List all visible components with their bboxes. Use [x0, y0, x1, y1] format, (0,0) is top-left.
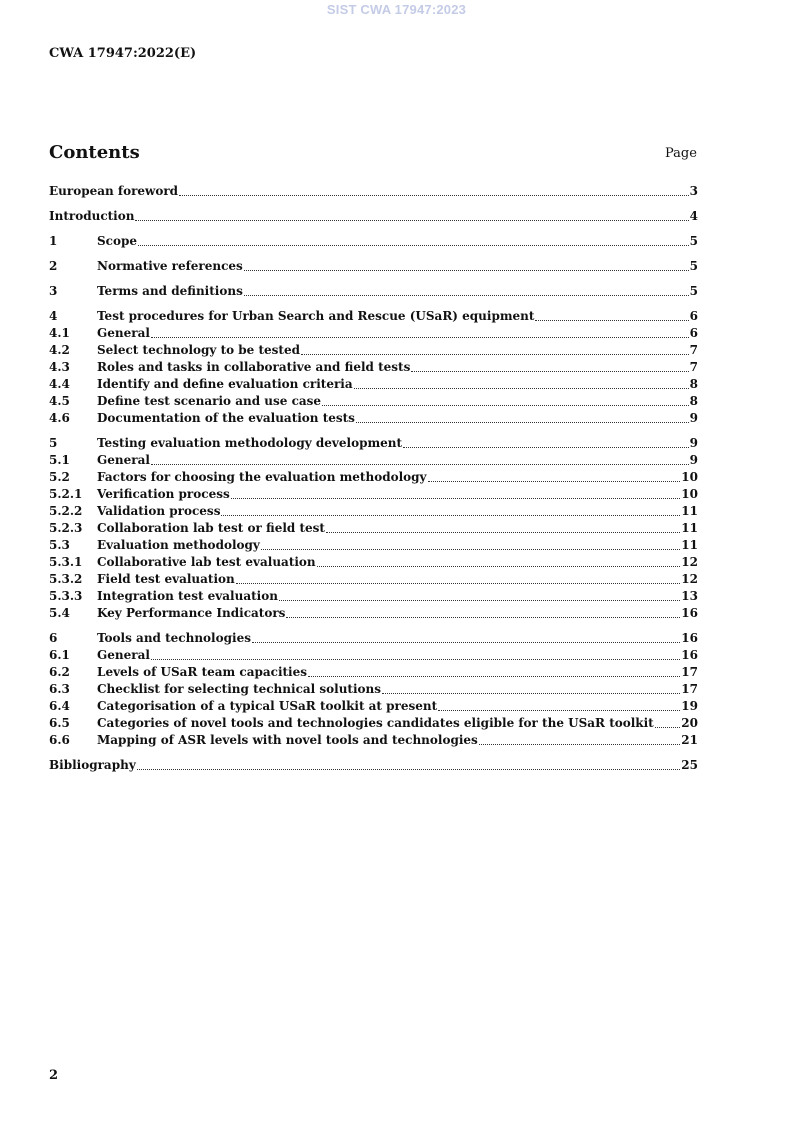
toc-entry-number: 6.4: [49, 699, 70, 713]
toc-entry-page: 6: [689, 326, 698, 340]
toc-entry-page: 13: [681, 589, 698, 603]
toc-dot-leader: [252, 641, 680, 643]
toc-entry-number: 5.2.2: [49, 504, 83, 518]
toc-entry-number: 5.2.3: [49, 521, 83, 535]
toc-dot-leader: [279, 599, 680, 601]
toc-entry-number: 3: [49, 284, 58, 298]
toc-entry-page: 4: [689, 209, 698, 223]
toc-entry[interactable]: [49, 435, 698, 452]
toc-dot-leader: [151, 463, 689, 465]
toc-entry[interactable]: [49, 503, 698, 520]
document-id: CWA 17947:2022(E): [49, 46, 197, 61]
toc-entry-title: Test procedures for Urban Search and Rescue (USaR) equipment: [97, 309, 535, 323]
toc-entry-page: 9: [689, 411, 698, 425]
toc-dot-leader: [236, 582, 681, 584]
toc-entry-page: 19: [681, 699, 698, 713]
toc-entry-number: 5.1: [49, 453, 70, 467]
toc-entry-number: 6.5: [49, 716, 70, 730]
toc-entry[interactable]: [49, 342, 698, 359]
toc-dot-leader: [356, 421, 689, 423]
toc-entry[interactable]: [49, 410, 698, 427]
toc-entry-page: 5: [689, 259, 698, 273]
toc-entry-number: 4.3: [49, 360, 70, 374]
toc-entry-page: 3: [689, 184, 698, 198]
toc-entry-number: 6.6: [49, 733, 70, 747]
toc-dot-leader: [317, 565, 681, 567]
toc-entry-page: 8: [689, 377, 698, 391]
toc-entry-page: 11: [681, 504, 698, 518]
toc-entry-title: Mapping of ASR levels with novel tools and technologies: [97, 733, 478, 747]
toc-entry[interactable]: [49, 588, 698, 605]
toc-entry[interactable]: [49, 647, 698, 664]
toc-entry[interactable]: [49, 469, 698, 486]
toc-entry-page: 5: [689, 234, 698, 248]
toc-entry-number: 5.3.1: [49, 555, 83, 569]
toc-dot-leader: [138, 244, 689, 246]
toc-entry-number: 4: [49, 309, 58, 323]
toc-entry-title: Bibliography: [49, 758, 136, 772]
toc-entry-page: 8: [689, 394, 698, 408]
toc-entry-title: Identify and define evaluation criteria: [97, 377, 353, 391]
toc-entry-page: 7: [689, 343, 698, 357]
toc-entry[interactable]: [49, 537, 698, 554]
toc-entry-page: 12: [681, 555, 698, 569]
page-column-label: Page: [665, 146, 697, 161]
toc-dot-leader: [231, 497, 681, 499]
toc-entry-title: European foreword: [49, 184, 179, 198]
toc-entry[interactable]: [49, 452, 698, 469]
toc-dot-leader: [535, 319, 688, 321]
toc-dot-leader: [655, 726, 681, 728]
toc-entry-title: Checklist for selecting technical solutions: [97, 682, 382, 696]
toc-entry[interactable]: [49, 664, 698, 681]
toc-entry-number: 5.2.1: [49, 487, 83, 501]
toc-entry-number: 4.1: [49, 326, 70, 340]
toc-dot-leader: [244, 294, 689, 296]
toc-entry-page: 9: [689, 453, 698, 467]
toc-entry[interactable]: [49, 698, 698, 715]
toc-entry-title: General: [97, 326, 150, 340]
toc-entry-page: 16: [681, 606, 698, 620]
toc-dot-leader: [403, 446, 689, 448]
toc-entry-page: 12: [681, 572, 698, 586]
toc-entry[interactable]: [49, 757, 698, 774]
toc-dot-leader: [354, 387, 689, 389]
toc-entry-title: Key Performance Indicators: [97, 606, 286, 620]
toc-entry-title: Introduction: [49, 209, 135, 223]
toc-entry-page: 10: [681, 470, 698, 484]
toc-entry-page: 5: [689, 284, 698, 298]
toc-entry[interactable]: [49, 630, 698, 647]
toc-dot-leader: [244, 269, 689, 271]
toc-entry[interactable]: [49, 681, 698, 698]
page-title: Contents: [49, 142, 140, 163]
toc-dot-leader: [151, 658, 680, 660]
toc-dot-leader: [151, 336, 689, 338]
toc-entry-page: 11: [681, 521, 698, 535]
toc-dot-leader: [137, 768, 681, 770]
toc-entry-number: 4.6: [49, 411, 70, 425]
toc-entry[interactable]: [49, 233, 698, 250]
toc-entry-number: 6: [49, 631, 58, 645]
toc-entry-page: 17: [681, 665, 698, 679]
toc-entry-title: Integration test evaluation: [97, 589, 278, 603]
toc-entry[interactable]: [49, 283, 698, 300]
page-number: 2: [49, 1068, 59, 1083]
toc-entry[interactable]: [49, 486, 698, 503]
toc-entry-page: 16: [681, 631, 698, 645]
toc-entry-number: 5: [49, 436, 58, 450]
toc-entry-title: Testing evaluation methodology development: [97, 436, 403, 450]
toc-entry-page: 21: [681, 733, 698, 747]
toc-dot-leader: [382, 692, 680, 694]
toc-entry-number: 2: [49, 259, 58, 273]
toc-entry-number: 1: [49, 234, 58, 248]
toc-entry-page: 17: [681, 682, 698, 696]
toc-entry-number: 6.1: [49, 648, 70, 662]
toc-entry-number: 5.3: [49, 538, 70, 552]
toc-entry-title: Categorisation of a typical USaR toolkit at present: [97, 699, 438, 713]
toc-dot-leader: [479, 743, 680, 745]
toc-dot-leader: [179, 194, 689, 196]
toc-dot-leader: [411, 370, 688, 372]
toc-entry[interactable]: [49, 554, 698, 571]
toc-entry-number: 5.4: [49, 606, 70, 620]
toc-entry[interactable]: [49, 732, 698, 749]
toc-entry[interactable]: [49, 325, 698, 342]
toc-dot-leader: [135, 219, 688, 221]
toc-entry-page: 10: [681, 487, 698, 501]
toc-dot-leader: [261, 548, 680, 550]
toc-entry-number: 4.2: [49, 343, 70, 357]
toc-entry-number: 5.3.3: [49, 589, 83, 603]
toc-entry-title: Validation process: [97, 504, 221, 518]
toc-dot-leader: [286, 616, 680, 618]
toc-entry-title: Factors for choosing the evaluation methodology: [97, 470, 427, 484]
toc-entry-title: Collaborative lab test evaluation: [97, 555, 316, 569]
toc-dot-leader: [221, 514, 680, 516]
toc-entry-title: Levels of USaR team capacities: [97, 665, 308, 679]
toc-entry-title: Select technology to be tested: [97, 343, 300, 357]
toc-dot-leader: [438, 709, 680, 711]
toc-entry-title: Roles and tasks in collaborative and field tests: [97, 360, 411, 374]
toc-entry-page: 6: [689, 309, 698, 323]
toc-entry[interactable]: [49, 605, 698, 622]
toc-entry-title: Documentation of the evaluation tests: [97, 411, 355, 425]
toc-entry[interactable]: [49, 258, 698, 275]
toc-entry-title: General: [97, 648, 150, 662]
toc-entry-title: Normative references: [97, 259, 243, 273]
toc-entry-number: 6.2: [49, 665, 70, 679]
toc-entry[interactable]: [49, 359, 698, 376]
toc-entry-title: Terms and definitions: [97, 284, 243, 298]
toc-dot-leader: [326, 531, 680, 533]
toc-entry[interactable]: [49, 183, 698, 200]
toc-entry-title: Categories of novel tools and technologies candidates eligible for the USaR toolkit: [97, 716, 654, 730]
toc-entry-title: Scope: [97, 234, 138, 248]
toc-entry[interactable]: [49, 520, 698, 537]
toc-entry[interactable]: [49, 571, 698, 588]
toc-entry[interactable]: [49, 376, 698, 393]
toc-entry-page: 9: [689, 436, 698, 450]
toc-entry-number: 4.5: [49, 394, 70, 408]
toc-dot-leader: [308, 675, 680, 677]
toc-entry-number: 5.2: [49, 470, 70, 484]
toc-entry-page: 20: [681, 716, 698, 730]
toc-entry-title: Collaboration lab test or field test: [97, 521, 325, 535]
toc-dot-leader: [322, 404, 689, 406]
toc-entry-title: General: [97, 453, 150, 467]
watermark: SIST CWA 17947:2023: [326, 2, 467, 17]
toc-entry-title: Verification process: [97, 487, 230, 501]
toc-entry-number: 6.3: [49, 682, 70, 696]
toc-entry[interactable]: [49, 208, 698, 225]
toc-entry[interactable]: [49, 715, 698, 732]
toc-entry-number: 4.4: [49, 377, 70, 391]
table-of-contents: [49, 183, 698, 774]
toc-entry-page: 7: [689, 360, 698, 374]
toc-entry-title: Field test evaluation: [97, 572, 235, 586]
toc-entry[interactable]: [49, 308, 698, 325]
toc-entry-title: Tools and technologies: [97, 631, 251, 645]
toc-dot-leader: [301, 353, 689, 355]
toc-dot-leader: [428, 480, 681, 482]
toc-entry-page: 16: [681, 648, 698, 662]
toc-entry-number: 5.3.2: [49, 572, 83, 586]
toc-entry-page: 25: [681, 758, 698, 772]
toc-entry-page: 11: [681, 538, 698, 552]
toc-entry-title: Evaluation methodology: [97, 538, 260, 552]
toc-entry[interactable]: [49, 393, 698, 410]
toc-entry-title: Define test scenario and use case: [97, 394, 322, 408]
